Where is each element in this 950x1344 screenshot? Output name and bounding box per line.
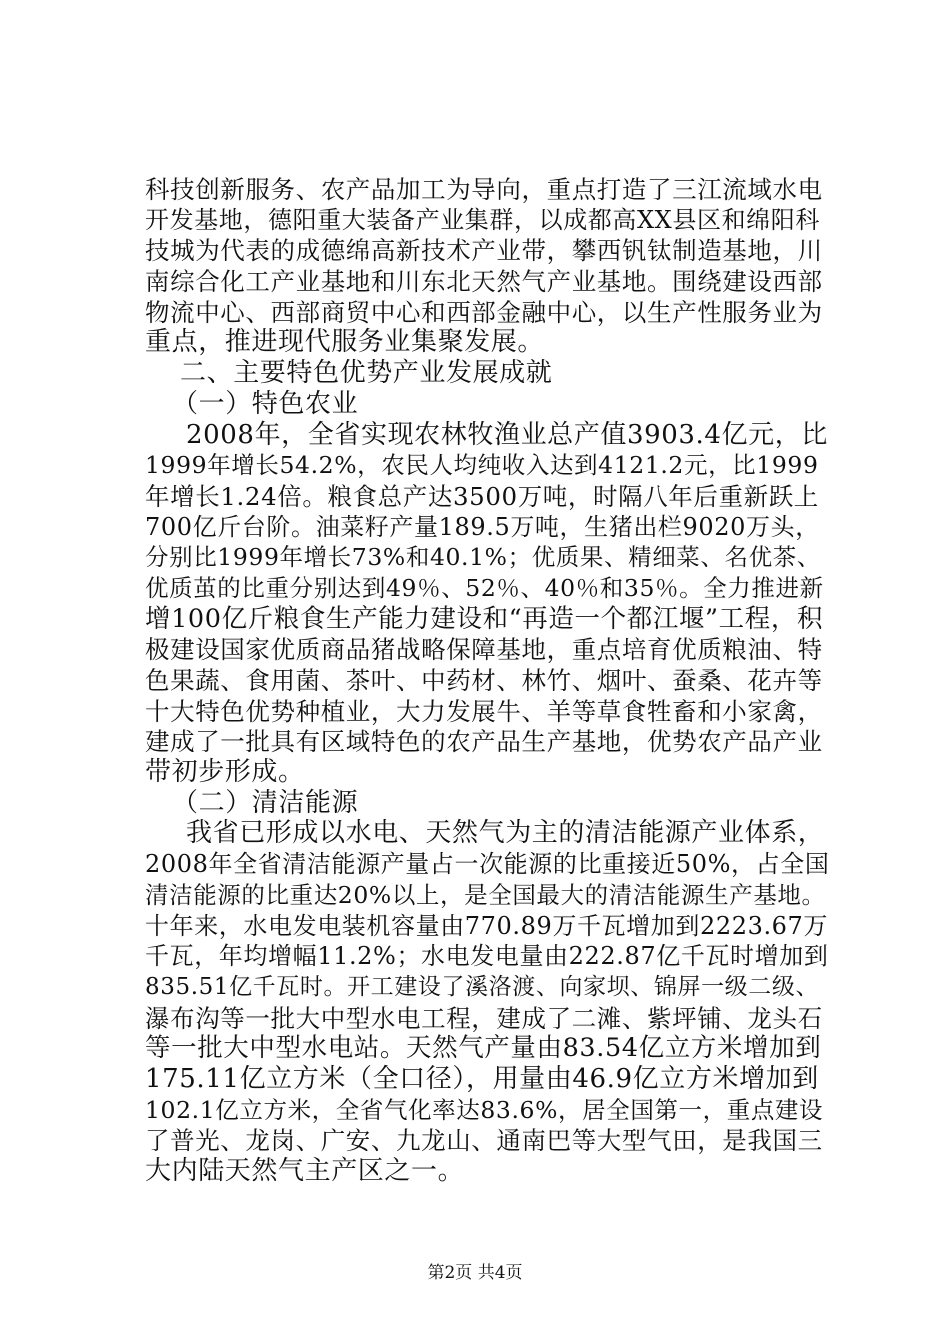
body-line: 十年来，水电发电装机容量由770.89万千瓦增加到2223.67万 (145, 912, 829, 940)
body-line: 重点，推进现代服务业集聚发展。 (145, 327, 545, 357)
body-line: 等一批大中型水电站。天然气产量由83.54亿立方米增加到 (145, 1033, 822, 1063)
body-line: 2008年，全省实现农林牧渔业总产值3903.4亿元，比 (186, 420, 828, 450)
body-line: 大内陆天然气主产区之一。 (145, 1156, 465, 1186)
body-line: 835.51亿千瓦时。开工建设了溪洛渡、向家坝、锦屏一级二级、 (145, 974, 820, 1000)
subsection-heading: （二）清洁能源 (172, 788, 359, 818)
body-line: 极建设国家优质商品猪战略保障基地，重点培育优质粮油、特 (145, 635, 823, 664)
body-line: 优质茧的比重分别达到49％、52％、40％和35％。全力推进新 (145, 574, 824, 602)
body-line: 年增长1.24倍。粮食总产达3500万吨，时隔八年后重新跃上 (145, 482, 819, 511)
body-line: 千瓦，年均增幅11.2%；水电发电量由222.87亿千瓦时增加到 (145, 942, 829, 970)
body-line: 2008年全省清洁能源产量占一次能源的比重接近50%，占全国 (145, 850, 830, 878)
body-line: 开发基地，德阳重大装备产业集群，以成都高XX县区和绵阳科 (145, 206, 820, 234)
body-line: 分别比1999年增长73%和40.1%；优质果、精细菜、名优茶、 (145, 543, 821, 571)
body-line: 科技创新服务、农产品加工为导向，重点打造了三江流域水电 (145, 175, 823, 204)
body-line: 建成了一批具有区域特色的农产品生产基地，优势农产品产业 (145, 727, 823, 756)
body-line: 102.1亿立方米，全省气化率达83.6%，居全国第一，重点建设 (145, 1096, 824, 1124)
body-line: 700亿斤台阶。油菜籽产量189.5万吨，生猪出栏9020万头， (145, 513, 820, 541)
body-line: 色果蔬、食用菌、茶叶、中药材、林竹、烟叶、蚕桑、花卉等 (145, 666, 823, 695)
page-footer: 第2页 共4页 (427, 1263, 523, 1283)
body-line: 物流中心、西部商贸中心和西部金融中心，以生产性服务业为 (145, 298, 823, 327)
body-line: 南综合化工产业基地和川东北天然气产业基地。围绕建设西部 (145, 267, 823, 296)
body-line: 我省已形成以水电、天然气为主的清洁能源产业体系， (186, 818, 825, 848)
body-line: 清洁能源的比重达20%以上，是全国最大的清洁能源生产基地。 (145, 881, 826, 909)
body-line: 十大特色优势种植业，大力发展牛、羊等草食牲畜和小家禽， (145, 697, 823, 726)
body-line: 175.11亿立方米（全口径），用量由46.9亿立方米增加到 (145, 1064, 819, 1094)
subsection-heading: （一）特色农业 (172, 389, 359, 419)
body-line: 带初步形成。 (145, 757, 305, 787)
section-heading: 二、主要特色优势产业发展成就 (180, 358, 553, 388)
body-line: 瀑布沟等一批大中型水电工程，建成了二滩、紫坪铺、龙头石 (145, 1004, 823, 1033)
body-line: 技城为代表的成德绵高新技术产业带，攀西钒钛制造基地，川 (145, 236, 823, 265)
body-line: 1999年增长54.2%，农民人均纯收入达到4121.2元，比1999 (145, 451, 819, 479)
body-line: 增100亿斤粮食生产能力建设和“再造一个都江堰”工程，积 (145, 604, 824, 634)
body-line: 了普光、龙岗、广安、九龙山、通南巴等大型气田，是我国三 (145, 1126, 823, 1155)
